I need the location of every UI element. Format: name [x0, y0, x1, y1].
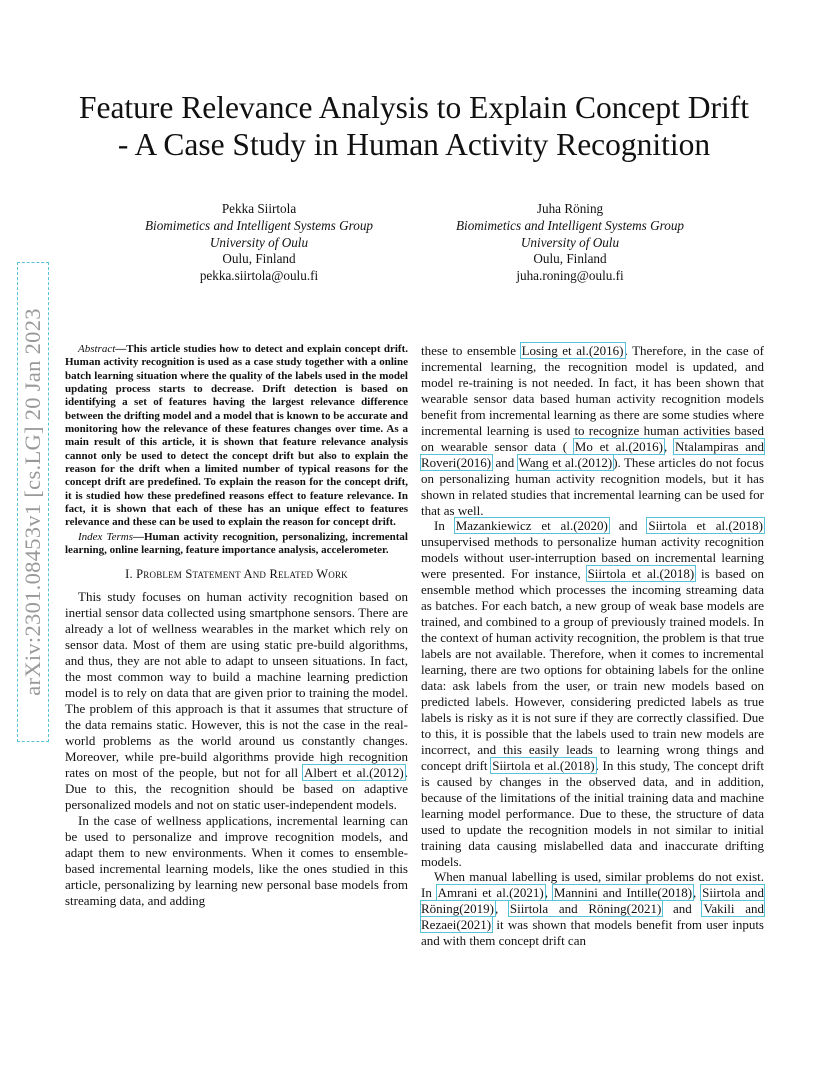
author-group: Biomimetics and Intelligent Systems Group — [144, 217, 374, 233]
index-terms: Index Terms—Human activity recognition, personalizing, incremental learning, online learning, feature importance analysis, accelerometer. — [65, 530, 408, 557]
index-terms-text: Human activity recognition, personalizing, incremental learning, online learning, feature importance analysis, accelerometer. — [65, 530, 408, 557]
citation-link[interactable]: Ntalampiras and Roveri(2016) — [421, 438, 765, 470]
arxiv-stamp[interactable] — [17, 262, 49, 742]
citation-link[interactable]: Albert et al.(2012) — [304, 764, 404, 780]
paper-title: Feature Relevance Analysis to Explain Concept Drift - A Case Study in Human Activity Recognition — [78, 90, 750, 163]
author-university: University of Oulu — [209, 234, 309, 250]
left-column — [65, 343, 408, 909]
author-email: pekka.siirtola@oulu.fi — [199, 268, 319, 284]
paragraph: these to ensemble Losing et al.(2016). Therefore, in the case of incremental learning, the recognition model is updated, and model re-training is not needed. In fact, it has been shown that wearable sensor data based human activity recognition models benefit from incremental learning as there are some studies where incremental learning is used to recognize human activities based on wearable sensor data ( Mo et al.(2016), Ntalampiras and Roveri(2016) and Wang et al.(2012)). These articles do not focus on personalizing human activity recognition models, but it has shown in related studies that incremental learning can be used for that as well. — [421, 343, 765, 518]
citation-link[interactable]: Siirtola and Röning(2019) — [421, 885, 765, 917]
abstract-text: This article studies how to detect and explain concept drift. Human activity recognition is used as a case study together with a online batch learning situation where the quality of the labels used in the model updating process starts to decrease. Drift detection is based on identifying a set of features having the largest relevance difference between the drifting model and a model that is known to be accurate and monitoring how the relevance of these features changes over time. As a main result of this article, it is shown that feature relevance analysis cannot only be used to detect the concept drift but also to explain the reason for the drift when a limited number of typical reasons for the concept drift are predefined. To explain the reason for the concept drift, it is studied how these predefined reasons effect to feature relevance. In fact, it is shown that each of these has an unique effect to features relevance and these can be used to explain the reason for concept drift. — [65, 343, 408, 529]
section-heading — [65, 567, 408, 583]
section-title: Problem Statement And Related Work — [136, 566, 348, 581]
author-location: Oulu, Finland — [533, 251, 607, 267]
paragraph: In the case of wellness applications, incremental learning can be used to personalize and improve recognition models, and adapt them to new environments. When it comes to ensemble-based incremental learning models, like the ones studied in this article, personalizing by learning new personal base models from streaming data, and adding — [65, 812, 408, 908]
section-number: I. — [125, 566, 133, 581]
citation-link[interactable]: Wang et al.(2012) — [518, 454, 613, 470]
paragraph: In Mazankiewicz et al.(2020) and Siirtola et al.(2018) unsupervised methods to personalize human activity recognition models without user-interruption based on incremental learning were presented. For instance, Siirtola et al.(2018) is based on ensemble method which processes the incoming streaming data as batches. For each batch, a new group of weak base models are trained, and combined to a group of previously trained models. In the context of human activity recognition, the problem is that true labels are not available. Therefore, when it comes to incremental learning, there are two options for obtaining labels for the online data: ask labels from the user, or train new models based on predicted labels. However, considering predicted labels as true labels is risky as it is not sure if they are correctly classified. Due to this, it is possible that the labels used to train new models are incorrect, and this easily leads to learning wrong things and concept drift Siirtola et al.(2018). In this study, The concept drift is caused by changes in the observed data, and in addition, because of the limitations of the initial training data and machine learning model performance. Due to these, the structure of data used to update the recognition models in not similar to initial training data causing mislabelled data and inaccurate drifting models. — [421, 518, 765, 869]
citation-link[interactable]: Losing et al.(2016) — [521, 343, 624, 358]
abstract-label: Abstract — [78, 343, 116, 355]
author-university: University of Oulu — [520, 234, 620, 250]
citation-link[interactable]: Siirtola et al.(2018) — [492, 757, 595, 773]
paragraph: This study focuses on human activity recognition based on inertial sensor data collected using smartphone sensors. There are already a lot of wellness wearables in the market which rely on sensor data. Most of them are using static pre-build algorithms, and thus, they are not able to adapt to unseen situations. In fact, the most common way to build a machine learning prediction model is to rely on data that are given prior to training the model. The problem of this approach is that it assumes that structure of the data remains static. However, this is not the case in the real-world problems as the world around us constantly changes. Moreover, while pre-build algorithms provide high recognition rates on most of the people, but not for all Albert et al.(2012). Due to this, the recognition should be based on adaptive personalized models and not on static user-independent models. — [65, 589, 409, 812]
paragraph: When manual labelling is used, similar problems do not exist. In Amrani et al.(2021), Mannini and Intille(2018), Siirtola and Röning(2019), Siirtola and Röning(2021) and Vakili and Rezaei(2021) it was shown that models benefit from user inputs and with them concept drift can — [421, 869, 765, 949]
citation-link[interactable]: Siirtola et al.(2018) — [587, 566, 695, 582]
citation-link[interactable]: Mannini and Intille(2018) — [553, 885, 693, 901]
author-group: Biomimetics and Intelligent Systems Group — [455, 217, 685, 233]
citation-link[interactable]: Mo et al.(2016) — [574, 438, 663, 454]
right-column — [421, 343, 764, 949]
citation-link[interactable]: Siirtola et al.(2018) — [648, 518, 763, 534]
author-block-2 — [425, 201, 715, 285]
author-name: Pekka Siirtola — [221, 201, 297, 216]
abstract: Abstract—This article studies how to detect and explain concept drift. Human activity recognition is used as a case study together with a online batch learning situation where the quality of the labels used in the model updating process starts to decrease. Drift detection is based on identifying a set of features having the largest relevance difference between the drifting model and a model that is known to be accurate and monitoring how the relevance of these features changes over time. As a main result of this article, it is shown that feature relevance analysis cannot only be used to detect the concept drift but also to explain the reason for the drift when a limited number of typical reasons for the concept drift are predefined. To explain the reason for the concept drift, it is studied how these predefined reasons effect to feature relevance. In fact, it is shown that each of these has an unique effect to features relevance and these can be used to explain the reason for concept drift. — [65, 343, 408, 529]
author-location: Oulu, Finland — [222, 251, 296, 267]
author-name: Juha Röning — [536, 201, 604, 216]
index-terms-label: Index Terms — [78, 530, 133, 543]
citation-link[interactable]: Mazankiewicz et al.(2020) — [455, 518, 608, 534]
citation-link[interactable]: Amrani et al.(2021) — [437, 885, 544, 901]
citation-link[interactable]: Siirtola and Röning(2021) — [509, 901, 662, 917]
author-email: juha.roning@oulu.fi — [516, 268, 624, 284]
author-block-1 — [114, 201, 404, 285]
citation-link[interactable]: Vakili and Rezaei(2021) — [421, 901, 764, 933]
arxiv-stamp-text: arXiv:2301.08453v1 [cs.LG] 20 Jan 2023 — [20, 308, 45, 696]
